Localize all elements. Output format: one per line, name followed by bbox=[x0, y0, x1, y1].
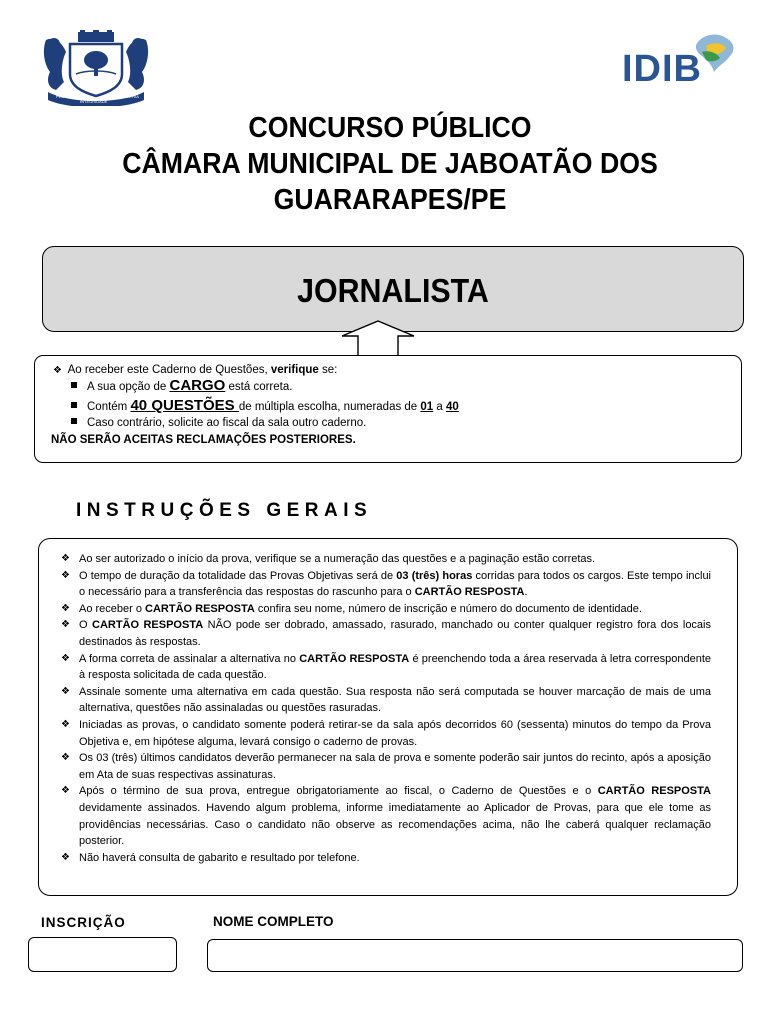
diamond-bullet-icon: ❖ bbox=[61, 785, 70, 797]
idib-logo bbox=[618, 32, 738, 94]
crest-motto-center: INTEGRIDADE bbox=[80, 99, 108, 104]
instruction-text: devidamente assinados. Havendo algum problema, informe imediatamente ao Aplicador de Provas, para que ele tome as providências necessárias. Caso o candidato não observe as recomendações acima, não lhe caberá qualquer reclamação posterior. bbox=[79, 801, 711, 848]
instruction-text: Após o término de sua prova, entregue obrigatoriamente ao fiscal, o Caderno de Questões e o bbox=[79, 785, 598, 798]
instruction-text: Assinale somente uma alternativa em cada questão. Sua resposta não será computada se houver marcação de mais de uma alternativa, questões não assinaladas ou questões rasuradas. bbox=[79, 685, 711, 715]
instructions-box bbox=[38, 538, 738, 896]
diamond-bullet-icon: ❖ bbox=[61, 553, 70, 564]
verify-item-cargo-prefix: A sua opção de bbox=[87, 381, 170, 393]
crest-motto-left: PELA bbox=[56, 94, 67, 99]
instruction-text: Iniciadas as provas, o candidato somente poderá retirar-se da sala após decorridos 60 (sessenta) minutos do tempo da Prova Objetiva e, em hipótese alguma, levará consigo o caderno de provas. bbox=[79, 718, 711, 748]
title-line-2: CÂMARA MUNICIPAL DE JABOATÃO DOS bbox=[122, 148, 658, 180]
instruction-item bbox=[61, 783, 711, 849]
verify-intro-suffix: se: bbox=[318, 364, 338, 376]
instruction-text: Ao receber o bbox=[79, 602, 146, 615]
instruction-bold: CARTÃO RESPOSTA bbox=[597, 785, 711, 798]
diamond-bullet-icon: ❖ bbox=[61, 718, 70, 730]
verify-item-questoes-from: 01 bbox=[420, 401, 434, 413]
instruction-item bbox=[61, 850, 711, 867]
brazil-map-icon bbox=[692, 32, 738, 72]
arrow-up-icon bbox=[340, 320, 416, 358]
instruction-item bbox=[61, 601, 711, 618]
verify-item-questoes bbox=[71, 398, 459, 415]
verify-item-cargo-highlight: CARGO bbox=[169, 377, 226, 394]
instruction-text: Ao ser autorizado o início da prova, verifique se a numeração das questões e a paginação estão corretas. bbox=[79, 553, 596, 565]
verify-item-cargo bbox=[71, 378, 292, 395]
verify-intro-text: Ao receber este Caderno de Questões, bbox=[67, 364, 271, 376]
diamond-bullet-icon: ❖ bbox=[53, 365, 62, 376]
instruction-item bbox=[61, 568, 711, 601]
diamond-bullet-icon: ❖ bbox=[61, 619, 70, 631]
instruction-text: O bbox=[79, 619, 92, 632]
instruction-item bbox=[61, 551, 711, 568]
instruction-item bbox=[61, 750, 711, 783]
instruction-item bbox=[61, 651, 711, 684]
diamond-bullet-icon: ❖ bbox=[61, 685, 70, 697]
instruction-bold: CARTÃO RESPOSTA bbox=[145, 602, 255, 615]
nome-completo-field[interactable] bbox=[207, 939, 743, 972]
diamond-bullet-icon: ❖ bbox=[61, 851, 70, 863]
title-line-1: CONCURSO PÚBLICO bbox=[248, 112, 532, 144]
instruction-bold: CARTÃO RESPOSTA bbox=[299, 652, 410, 665]
inscricao-field[interactable] bbox=[28, 937, 177, 972]
verify-item-questoes-and: a bbox=[433, 401, 446, 413]
verify-item-contrario bbox=[71, 415, 366, 431]
instruction-text: é preenchendo toda a área reservada à letra correspondente à resposta solicitada de cada questão. bbox=[79, 652, 711, 682]
instruction-text: O tempo de duração da totalidade das Provas Objetivas será de bbox=[79, 569, 397, 582]
title-line-3: GUARARAPES/PE bbox=[273, 184, 507, 216]
instruction-item bbox=[61, 717, 711, 750]
idib-logo-text: IDIB bbox=[622, 48, 702, 90]
square-bullet-icon bbox=[71, 382, 77, 388]
verify-intro-bold: verifique bbox=[270, 364, 319, 376]
instruction-item bbox=[61, 617, 711, 650]
cargo-title: JORNALISTA bbox=[297, 272, 489, 309]
instruction-text: confira seu nome, número de inscrição e número do documento de identidade. bbox=[254, 602, 642, 615]
diamond-bullet-icon: ❖ bbox=[61, 752, 70, 764]
municipal-crest-logo bbox=[40, 30, 152, 106]
instructions-title: INSTRUÇÕES GERAIS bbox=[76, 500, 373, 521]
instruction-text: . bbox=[524, 586, 528, 599]
instruction-text: A forma correta de assinalar a alternativa no bbox=[79, 652, 300, 665]
verify-item-questoes-to: 40 bbox=[446, 401, 459, 413]
crest-motto-right: DA PÁTRIA bbox=[118, 94, 139, 99]
instruction-text: NÃO pode ser dobrado, amassado, rasurado, manchado ou conter qualquer registro fora dos locais destinados às respostas. bbox=[79, 619, 711, 648]
inscricao-label: INSCRIÇÃO bbox=[41, 915, 126, 930]
verify-item-questoes-prefix: Contém bbox=[87, 401, 131, 413]
diamond-bullet-icon: ❖ bbox=[61, 569, 70, 581]
nome-completo-label: NOME COMPLETO bbox=[213, 914, 334, 929]
instruction-item bbox=[61, 684, 711, 717]
instruction-text: Não haverá consulta de gabarito e resultado por telefone. bbox=[79, 851, 360, 864]
diamond-bullet-icon: ❖ bbox=[61, 652, 70, 664]
instruction-text: Os 03 (três) últimos candidatos deverão permanecer na sala de prova e somente poderão sair juntos do recinto, após a aposição em Ata de suas respectivas assinaturas. bbox=[79, 752, 711, 781]
verify-item-contrario-text: Caso contrário, solicite ao fiscal da sala outro caderno. bbox=[87, 417, 367, 429]
verification-box bbox=[34, 355, 742, 463]
diamond-bullet-icon: ❖ bbox=[61, 602, 70, 614]
instruction-bold: CARTÃO RESPOSTA bbox=[92, 619, 204, 632]
instruction-bold: 03 (três) horas bbox=[396, 569, 473, 582]
verify-item-cargo-suffix: está correta. bbox=[225, 381, 293, 393]
instruction-text: corridas para todos os cargos. Este tempo inclui o necessário para a transferência das respostas do rascunho para o bbox=[79, 569, 712, 599]
square-bullet-icon bbox=[71, 402, 77, 408]
verify-warning: NÃO SERÃO ACEITAS RECLAMAÇÕES POSTERIORES. bbox=[51, 434, 356, 446]
verify-item-questoes-highlight: 40 QUESTÕES bbox=[130, 397, 239, 414]
instruction-bold: CARTÃO RESPOSTA bbox=[414, 586, 525, 599]
square-bullet-icon bbox=[71, 418, 77, 424]
verify-item-questoes-middle: de múltipla escolha, numeradas de bbox=[238, 401, 421, 413]
